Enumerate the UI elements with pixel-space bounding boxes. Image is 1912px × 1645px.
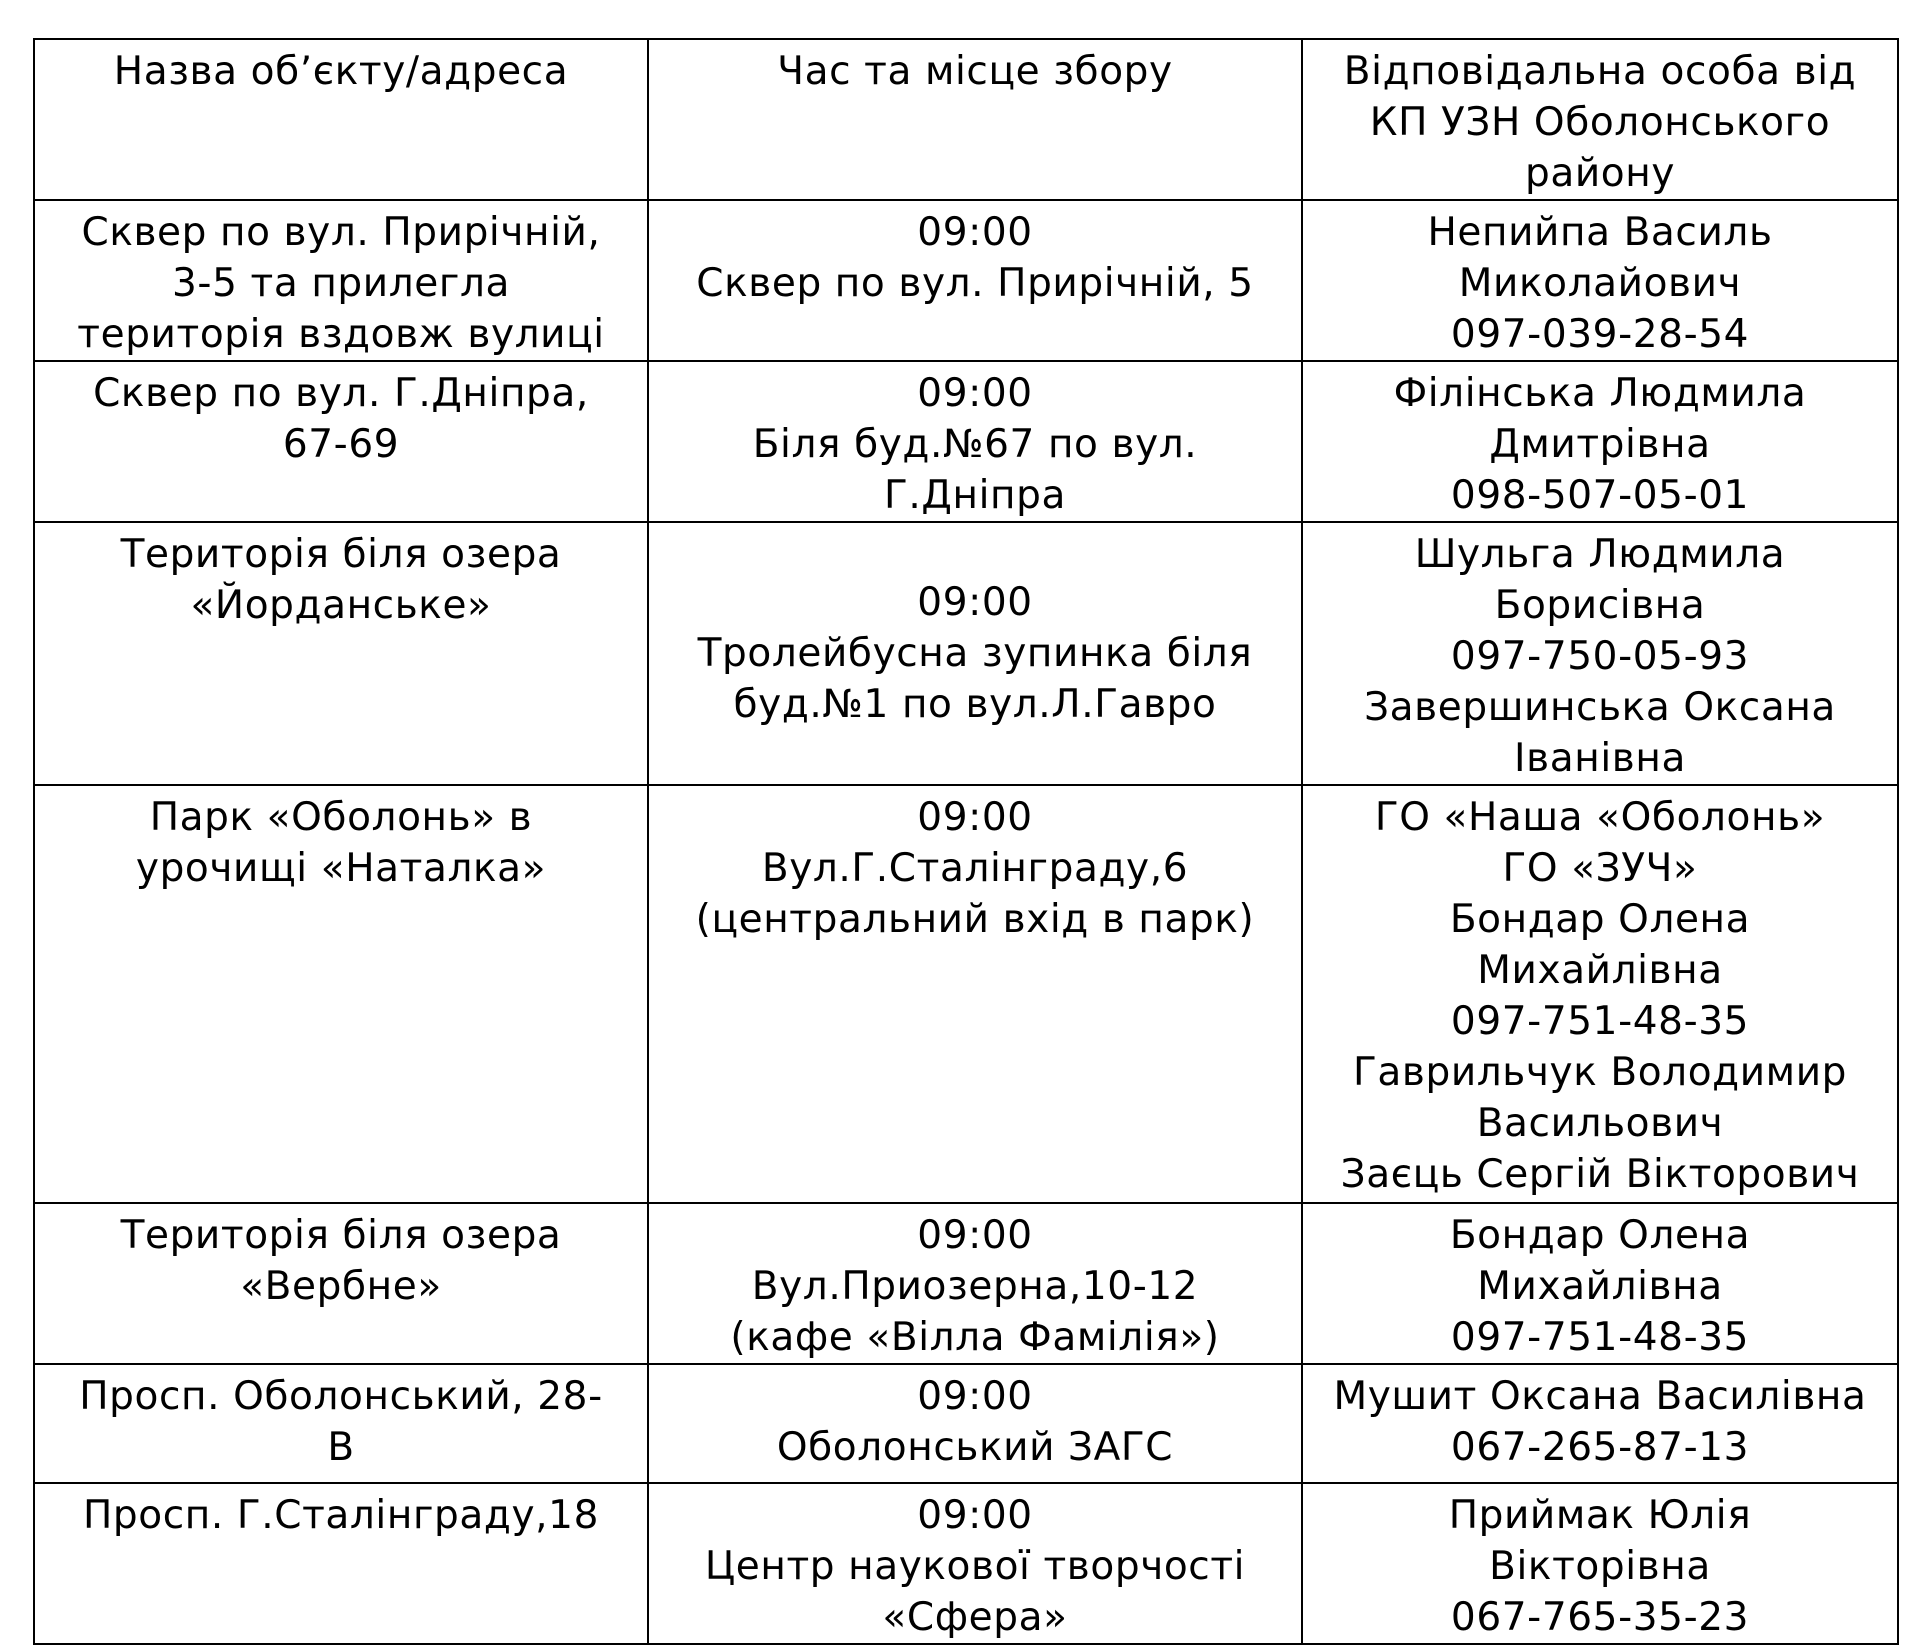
meeting-cell xyxy=(648,361,1302,522)
responsible-cell xyxy=(1302,1364,1898,1483)
table-row xyxy=(34,361,1898,522)
schedule-table xyxy=(33,38,1899,1645)
responsible-cell xyxy=(1302,1203,1898,1364)
table-row xyxy=(34,1203,1898,1364)
meeting-place: Вул.Приозерна,10-12 xyxy=(751,1264,1199,1309)
meeting-place: Оболонський ЗАГС xyxy=(776,1425,1174,1470)
object-line: Територія біля озера xyxy=(120,532,562,577)
object-line: «Йорданське» xyxy=(190,583,492,628)
responsible-line: ГО «Наша «Оболонь» xyxy=(1374,795,1826,840)
meeting-place: Центр наукової творчості xyxy=(704,1544,1246,1589)
object-line: Територія біля озера xyxy=(120,1213,562,1258)
responsible-line: Завершинська Оксана xyxy=(1364,685,1836,730)
meeting-place: Вул.Г.Сталінграду,6 xyxy=(761,846,1189,891)
header-responsible-cell xyxy=(1302,39,1898,200)
responsible-line: Заєць Сергій Вікторович xyxy=(1340,1152,1860,1197)
meeting-time: 09:00 xyxy=(917,795,1033,840)
responsible-cell xyxy=(1302,785,1898,1203)
responsible-line: Іванівна xyxy=(1514,736,1686,781)
table-row xyxy=(34,1483,1898,1644)
responsible-phone: 097-039-28-54 xyxy=(1450,312,1750,357)
meeting-cell xyxy=(648,1364,1302,1483)
object-cell xyxy=(34,1364,648,1483)
meeting-time: 09:00 xyxy=(917,371,1033,416)
responsible-line: Васильович xyxy=(1476,1101,1724,1146)
object-line: територія вздовж вулиці xyxy=(77,312,605,357)
object-cell xyxy=(34,785,648,1203)
header-object-line: Назва об’єкту/адреса xyxy=(113,49,569,94)
responsible-phone: 097-750-05-93 xyxy=(1450,634,1750,679)
meeting-cell xyxy=(648,200,1302,361)
object-line: 3-5 та прилегла xyxy=(172,261,510,306)
meeting-cell xyxy=(648,522,1302,785)
responsible-line: Дмитрівна xyxy=(1489,422,1711,467)
responsible-line: Непийпа Василь xyxy=(1427,210,1773,255)
table-row xyxy=(34,522,1898,785)
object-line: В xyxy=(327,1425,355,1470)
meeting-place: Біля буд.№67 по вул. xyxy=(752,422,1198,467)
header-responsible-line: району xyxy=(1524,151,1676,196)
responsible-line: Бондар Олена xyxy=(1449,897,1751,942)
object-cell xyxy=(34,1483,648,1644)
header-meeting-line: Час та місце збору xyxy=(777,49,1173,94)
responsible-phone: 067-765-35-23 xyxy=(1450,1595,1750,1640)
responsible-line: ГО «ЗУЧ» xyxy=(1502,846,1698,891)
object-line: Просп. Оболонський, 28- xyxy=(79,1374,603,1419)
object-line: 67-69 xyxy=(282,422,400,467)
object-line: Просп. Г.Сталінграду,18 xyxy=(83,1493,599,1538)
responsible-line: Шульга Людмила xyxy=(1414,532,1786,577)
meeting-place: Г.Дніпра xyxy=(884,473,1066,518)
responsible-line: Вікторівна xyxy=(1489,1544,1711,1589)
meeting-place: (кафе «Вілла Фамілія») xyxy=(730,1315,1220,1360)
responsible-line: Гаврильчук Володимир xyxy=(1353,1050,1847,1095)
responsible-line: Михайлівна xyxy=(1477,1264,1723,1309)
meeting-time: 09:00 xyxy=(917,210,1033,255)
table-row xyxy=(34,785,1898,1203)
meeting-place: Сквер по вул. Прирічній, 5 xyxy=(696,261,1254,306)
meeting-cell xyxy=(648,1483,1302,1644)
object-cell xyxy=(34,200,648,361)
responsible-line: Михайлівна xyxy=(1477,948,1723,993)
responsible-cell xyxy=(1302,522,1898,785)
responsible-line: Мушит Оксана Василівна xyxy=(1333,1374,1867,1419)
meeting-time: 09:00 xyxy=(917,1374,1033,1419)
responsible-line: Бондар Олена xyxy=(1449,1213,1751,1258)
meeting-place: буд.№1 по вул.Л.Гавро xyxy=(733,682,1217,727)
meeting-cell xyxy=(648,785,1302,1203)
object-line: Сквер по вул. Прирічній, xyxy=(81,210,601,255)
meeting-cell xyxy=(648,1203,1302,1364)
meeting-place: «Сфера» xyxy=(882,1595,1068,1640)
object-line: урочищі «Наталка» xyxy=(135,846,547,891)
object-cell xyxy=(34,522,648,785)
responsible-line: Філінська Людмила xyxy=(1393,371,1807,416)
meeting-time: 09:00 xyxy=(917,580,1033,625)
responsible-line: Борисівна xyxy=(1494,583,1706,628)
responsible-cell xyxy=(1302,200,1898,361)
header-responsible-line: Відповідальна особа від xyxy=(1343,49,1857,94)
responsible-line: Приймак Юлія xyxy=(1448,1493,1752,1538)
object-cell xyxy=(34,361,648,522)
meeting-time: 09:00 xyxy=(917,1213,1033,1258)
responsible-cell xyxy=(1302,1483,1898,1644)
responsible-phone: 097-751-48-35 xyxy=(1450,1315,1750,1360)
object-line: «Вербне» xyxy=(240,1264,442,1309)
meeting-place: (центральний вхід в парк) xyxy=(695,897,1255,942)
responsible-phone: 098-507-05-01 xyxy=(1450,473,1750,518)
header-responsible-line: КП УЗН Оболонського xyxy=(1369,100,1831,145)
meeting-time: 09:00 xyxy=(917,1493,1033,1538)
responsible-line: Миколайович xyxy=(1458,261,1742,306)
responsible-phone: 067-265-87-13 xyxy=(1450,1425,1750,1470)
header-row xyxy=(34,39,1898,200)
object-line: Парк «Оболонь» в xyxy=(149,795,533,840)
header-meeting-cell xyxy=(648,39,1302,200)
responsible-cell xyxy=(1302,361,1898,522)
responsible-phone: 097-751-48-35 xyxy=(1450,999,1750,1044)
meeting-place: Тролейбусна зупинка біля xyxy=(697,631,1253,676)
object-cell xyxy=(34,1203,648,1364)
object-line: Сквер по вул. Г.Дніпра, xyxy=(93,371,589,416)
header-object-cell xyxy=(34,39,648,200)
table-row xyxy=(34,1364,1898,1483)
table-row xyxy=(34,200,1898,361)
